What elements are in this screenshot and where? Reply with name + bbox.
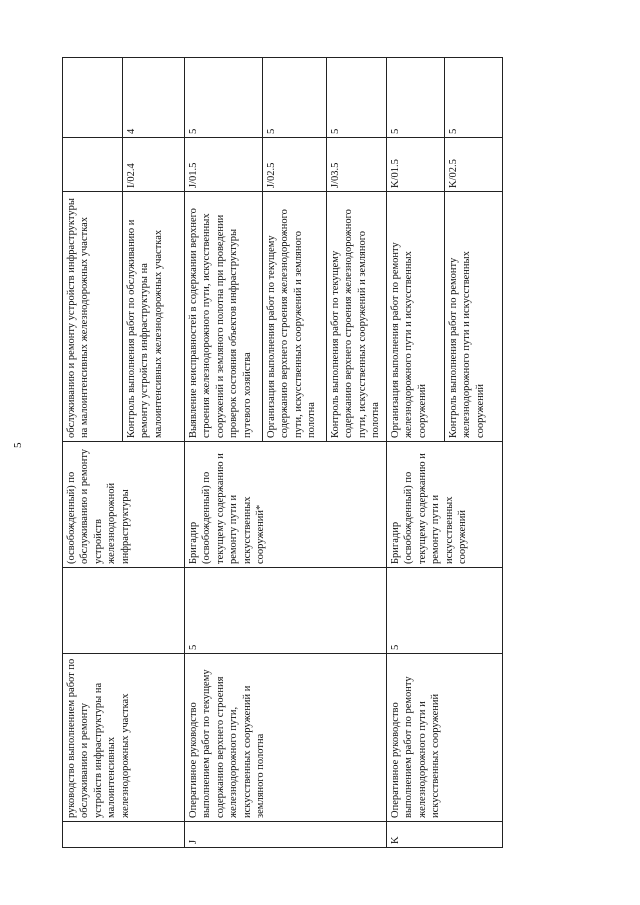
labor-function-code: I/02.4 xyxy=(123,138,185,192)
function-code: K xyxy=(387,822,503,848)
generalized-function: руководство выполнением работ по обслуживанию и ремонту устройств инфраструктуры на малоинтенсивных железнодорожных участках xyxy=(63,654,185,822)
generalized-function: Оперативное руководство выполнением работ по текущему содержанию верхнего строения железнодорожного пути, искусственных сооружений и земляного полотна xyxy=(185,654,387,822)
function-code: J xyxy=(185,822,387,848)
labor-function-level: 5 xyxy=(445,58,503,138)
labor-function-level: 5 xyxy=(387,58,445,138)
qualification-level: 5 xyxy=(185,568,387,654)
function-code xyxy=(63,822,185,848)
labor-function-level xyxy=(63,58,123,138)
table-row xyxy=(387,58,445,848)
labor-function: Контроль выполнения работ по текущему содержанию верхнего строения железнодорожного пути, искусственных сооружений и земляного полотна xyxy=(327,192,387,442)
table-row xyxy=(63,58,123,848)
rotated-table-wrapper xyxy=(62,58,502,848)
labor-function: Выявление неисправностей в содержании верхнего строения железнодорожного пути, искусственных сооружений и земляного полотна при проведении проверок состояния объектов инфраструктуры путевого хозяйства xyxy=(185,192,263,442)
labor-function-code: K/01.5 xyxy=(387,138,445,192)
labor-function: обслуживанию и ремонту устройств инфраструктуры на малоинтенсивных железнодорожных участках xyxy=(63,192,123,442)
labor-function-code: K/02.5 xyxy=(445,138,503,192)
labor-function-code: J/02.5 xyxy=(263,138,327,192)
labor-function-level: 5 xyxy=(327,58,387,138)
table-row xyxy=(185,58,263,848)
generalized-function: Оперативное руководство выполнением работ по ремонту железнодорожного пути и искусственных сооружений xyxy=(387,654,503,822)
functions-table xyxy=(62,57,503,848)
labor-function-code xyxy=(63,138,123,192)
position-name: Бригадир (освобожденный) по текущему содержанию и ремонту пути и искусственных сооружений xyxy=(387,442,503,568)
labor-function: Контроль выполнения работ по ремонту железнодорожного пути и искусственных сооружений xyxy=(445,192,503,442)
labor-function: Организация выполнения работ по текущему содержанию верхнего строения железнодорожного пути, искусственных сооружений и земляного полотна xyxy=(263,192,327,442)
labor-function-level: 5 xyxy=(185,58,263,138)
qualification-level xyxy=(63,568,185,654)
labor-function-level: 5 xyxy=(263,58,327,138)
labor-function-code: J/01.5 xyxy=(185,138,263,192)
position-name: (освобожденный) по обслуживанию и ремонту устройств железнодорожной инфраструктуры xyxy=(63,442,185,568)
labor-function: Организация выполнения работ по ремонту железнодорожного пути и искусственных сооружений xyxy=(387,192,445,442)
page-number: 5 xyxy=(12,442,24,448)
labor-function-code: J/03.5 xyxy=(327,138,387,192)
labor-function: Контроль выполнения работ по обслуживанию и ремонту устройств инфраструктуры на малоинтенсивных железнодорожных участках xyxy=(123,192,185,442)
labor-function-level: 4 xyxy=(123,58,185,138)
qualification-level: 5 xyxy=(387,568,503,654)
position-name: Бригадир (освобожденный) по текущему содержанию и ремонту пути и искусственных сооружений* xyxy=(185,442,387,568)
